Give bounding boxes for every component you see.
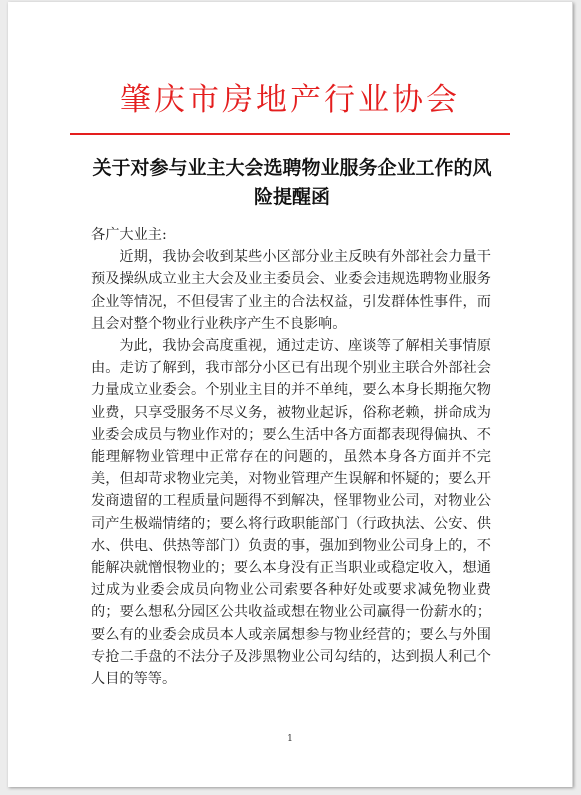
salutation: 各广大业主:: [91, 227, 167, 243]
document-body: [91, 224, 491, 690]
document-title: 关于对参与业主大会选聘物业服务企业工作的风险提醒函: [92, 157, 492, 208]
paragraph-2: 为此，我协会高度重视，通过走访、座谈等了解相关事情原由。走访了解到，我市部分小区已有出现个别业主联合外部社会力量成立业委会。个别业主目的并不单纯，要么本身长期拖欠物业费，只享受服务不尽义务，被物业起诉，俗称老赖，拼命成为业委会成员与物业作对的；要么生活中各方面都表现得偏执、不能理解物业管理中正常存在的问题的，虽然本身各方面并不完美，但却苛求物业完美，对物业管理产生误解和怀疑的；要么开发商遗留的工程质量问题得不到解决，怪罪物业公司，对物业公司产生极端情绪的；要么将行政职能部门（行政执法、公安、供水、供电、供热等部门）负责的事，强加到物业公司身上的，不能解决就憎恨物业的；要么本身没有正当职业或稳定收入，想通过成为业委会成员向物业公司索要各种好处或要求减免物业费的；要么想私分园区公共收益或想在物业公司赢得一份薪水的；要么有的业委会成员本人或亲属想参与物业经营的；要么与外围专抢二手盘的不法分子及涉黑物业公司勾结的，达到损人利己个人目的等等。: [91, 338, 491, 688]
letterhead-divider: [70, 133, 510, 135]
paragraph-1: 近期，我协会收到某些小区部分业主反映有外部社会力量干预及操纵成立业主大会及业主委员会、业委会违规选聘物业服务企业等情况，不但侵害了业主的合法权益，引发群体性事件，而且会对整个物业行业秩序产生不良影响。: [91, 249, 491, 332]
page-number: 1: [287, 734, 293, 744]
document-page: [8, 2, 573, 787]
letterhead-title: 肇庆市房地产行业协会: [120, 82, 460, 118]
